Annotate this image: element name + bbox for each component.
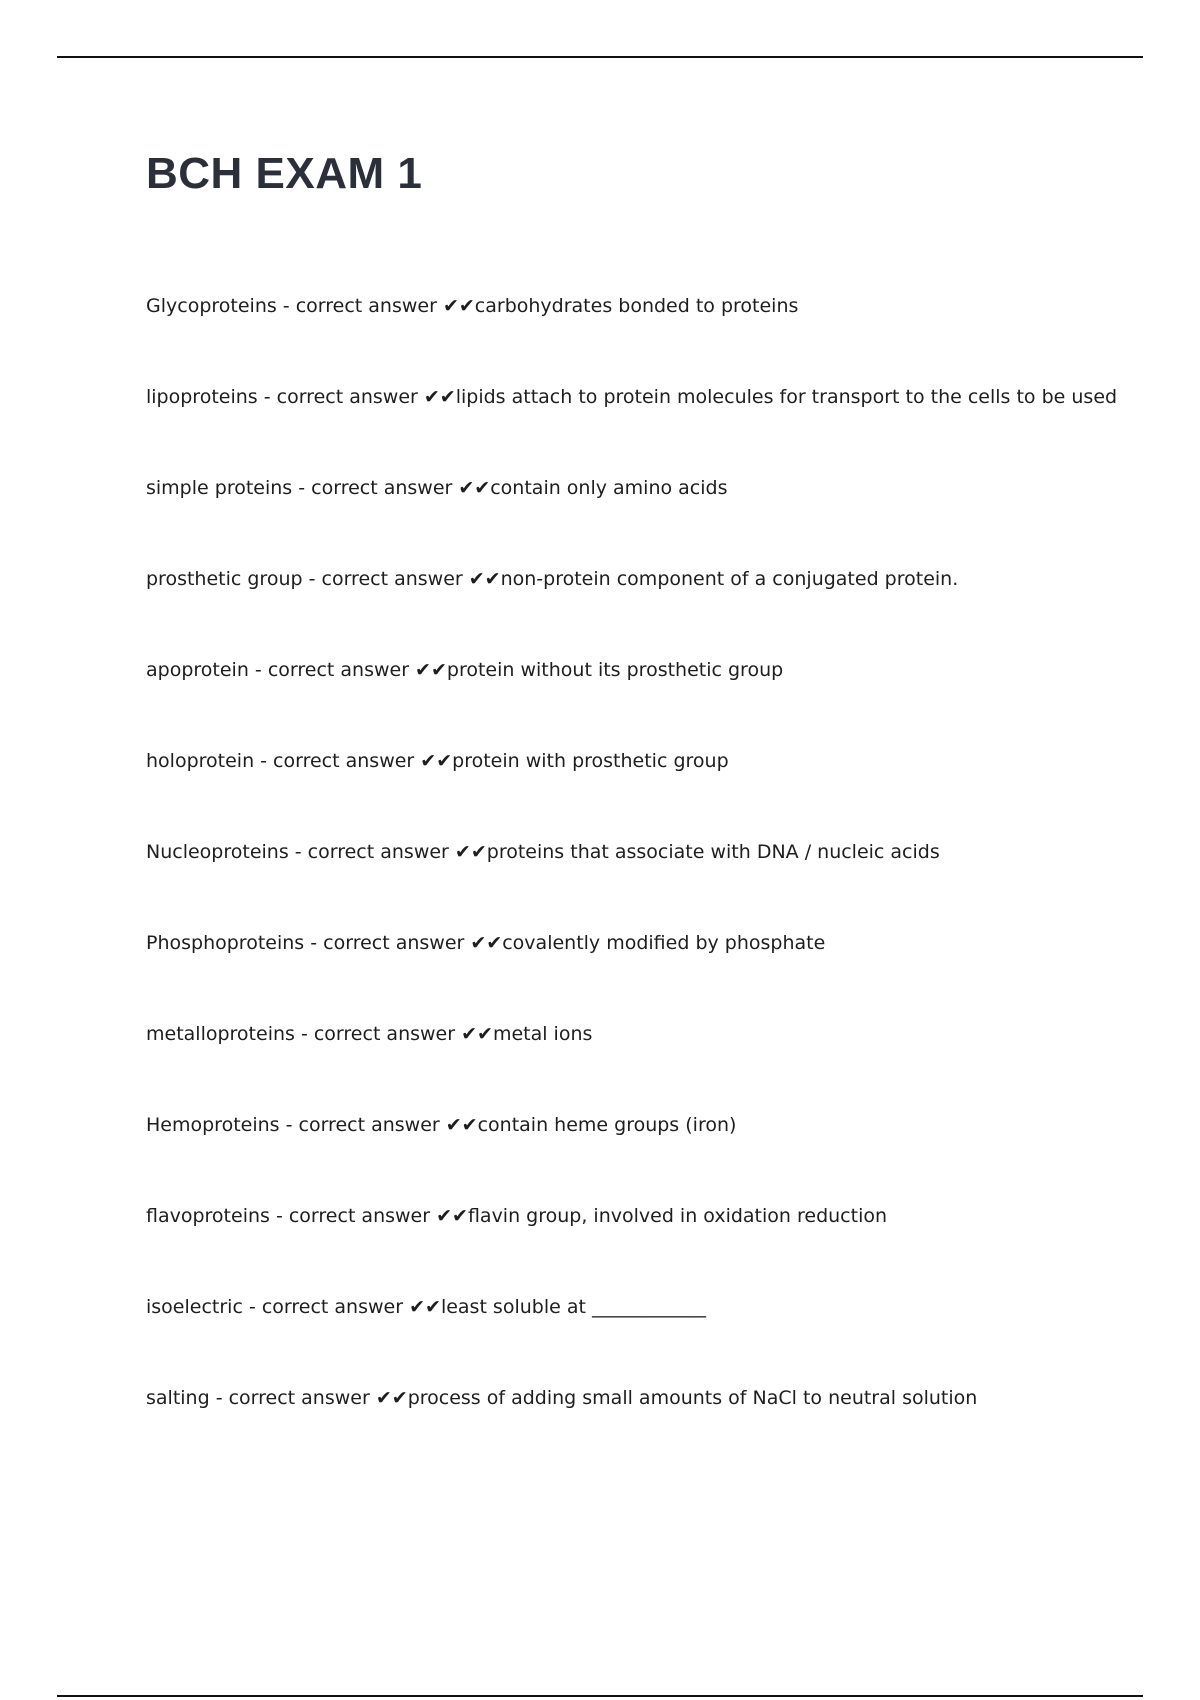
term: salting bbox=[146, 1387, 210, 1409]
separator: - bbox=[269, 1205, 289, 1227]
checkmark-icon: ✔✔ bbox=[464, 932, 503, 954]
checkmark-icon: ✔✔ bbox=[369, 1387, 408, 1409]
term: apoprotein bbox=[146, 659, 249, 681]
list-item bbox=[146, 1384, 1146, 1475]
list-item bbox=[146, 929, 1146, 1020]
answer: contain only amino acids bbox=[490, 477, 728, 499]
term: prosthetic group bbox=[146, 568, 303, 590]
answer-marker: correct answer bbox=[261, 1296, 404, 1318]
separator: - bbox=[302, 568, 322, 590]
term: Nucleoproteins bbox=[146, 841, 289, 863]
answer: least soluble at ____________ bbox=[440, 1296, 706, 1318]
answer: process of adding small amounts of NaCl to neutral solution bbox=[407, 1387, 978, 1409]
list-item bbox=[146, 1111, 1146, 1202]
term: holoprotein bbox=[146, 750, 255, 772]
checkmark-icon: ✔✔ bbox=[452, 477, 491, 499]
top-rule bbox=[57, 56, 1143, 58]
checkmark-icon: ✔✔ bbox=[414, 750, 453, 772]
list-item bbox=[146, 656, 1146, 747]
answer: covalently modified by phosphate bbox=[502, 932, 826, 954]
answer: protein without its prosthetic group bbox=[446, 659, 784, 681]
answer-marker: correct answer bbox=[298, 1114, 440, 1136]
separator: - bbox=[242, 1296, 262, 1318]
answer: flavin group, involved in oxidation reduction bbox=[467, 1205, 888, 1227]
answer: non-protein component of a conjugated protein. bbox=[500, 568, 959, 590]
term: lipoproteins bbox=[146, 386, 258, 408]
checkmark-icon: ✔✔ bbox=[436, 295, 475, 317]
checkmark-icon: ✔✔ bbox=[417, 386, 456, 408]
separator: - bbox=[288, 841, 308, 863]
list-item bbox=[146, 1202, 1146, 1293]
separator: - bbox=[257, 386, 277, 408]
separator: - bbox=[276, 295, 296, 317]
term: Phosphoproteins bbox=[146, 932, 305, 954]
separator: - bbox=[292, 477, 312, 499]
term: Glycoproteins bbox=[146, 295, 277, 317]
list-item bbox=[146, 474, 1146, 565]
separator: - bbox=[248, 659, 268, 681]
answer-marker: correct answer bbox=[228, 1387, 370, 1409]
answer-marker: correct answer bbox=[311, 477, 453, 499]
checkmark-icon: ✔✔ bbox=[462, 568, 501, 590]
answer: metal ions bbox=[492, 1023, 593, 1045]
list-item bbox=[146, 292, 1146, 383]
list-item bbox=[146, 565, 1146, 656]
answer-marker: correct answer bbox=[273, 750, 415, 772]
answer: contain heme groups (iron) bbox=[477, 1114, 737, 1136]
separator: - bbox=[279, 1114, 299, 1136]
list-item bbox=[146, 747, 1146, 838]
answer: lipids attach to protein molecules for transport to the cells to be used bbox=[455, 386, 1118, 408]
separator: - bbox=[209, 1387, 229, 1409]
bottom-rule bbox=[57, 1695, 1143, 1697]
answer-marker: correct answer bbox=[276, 386, 418, 408]
checkmark-icon: ✔✔ bbox=[439, 1114, 478, 1136]
separator: - bbox=[304, 932, 324, 954]
term: flavoproteins bbox=[146, 1205, 270, 1227]
answer: carbohydrates bonded to proteins bbox=[474, 295, 799, 317]
flashcard-list bbox=[146, 292, 1146, 1475]
answer-marker: correct answer bbox=[267, 659, 410, 681]
term: Hemoproteins bbox=[146, 1114, 280, 1136]
answer-marker: correct answer bbox=[323, 932, 465, 954]
checkmark-icon: ✔✔ bbox=[455, 1023, 493, 1045]
answer-marker: correct answer bbox=[307, 841, 449, 863]
term: simple proteins bbox=[146, 477, 293, 499]
checkmark-icon: ✔✔ bbox=[448, 841, 487, 863]
checkmark-icon: ✔✔ bbox=[403, 1296, 441, 1318]
list-item bbox=[146, 1293, 1146, 1384]
answer-marker: correct answer bbox=[295, 295, 437, 317]
separator: - bbox=[294, 1023, 314, 1045]
page-title: BCH EXAM 1 bbox=[146, 149, 423, 198]
checkmark-icon: ✔✔ bbox=[430, 1205, 468, 1227]
checkmark-icon: ✔✔ bbox=[409, 659, 447, 681]
answer-marker: correct answer bbox=[321, 568, 463, 590]
answer: proteins that associate with DNA / nucleic acids bbox=[486, 841, 940, 863]
answer-marker: correct answer bbox=[313, 1023, 456, 1045]
answer: protein with prosthetic group bbox=[452, 750, 729, 772]
term: metalloproteins bbox=[146, 1023, 295, 1045]
list-item bbox=[146, 1020, 1146, 1111]
answer-marker: correct answer bbox=[288, 1205, 431, 1227]
separator: - bbox=[254, 750, 274, 772]
list-item bbox=[146, 383, 1146, 474]
list-item bbox=[146, 838, 1146, 929]
term: isoelectric bbox=[146, 1296, 243, 1318]
